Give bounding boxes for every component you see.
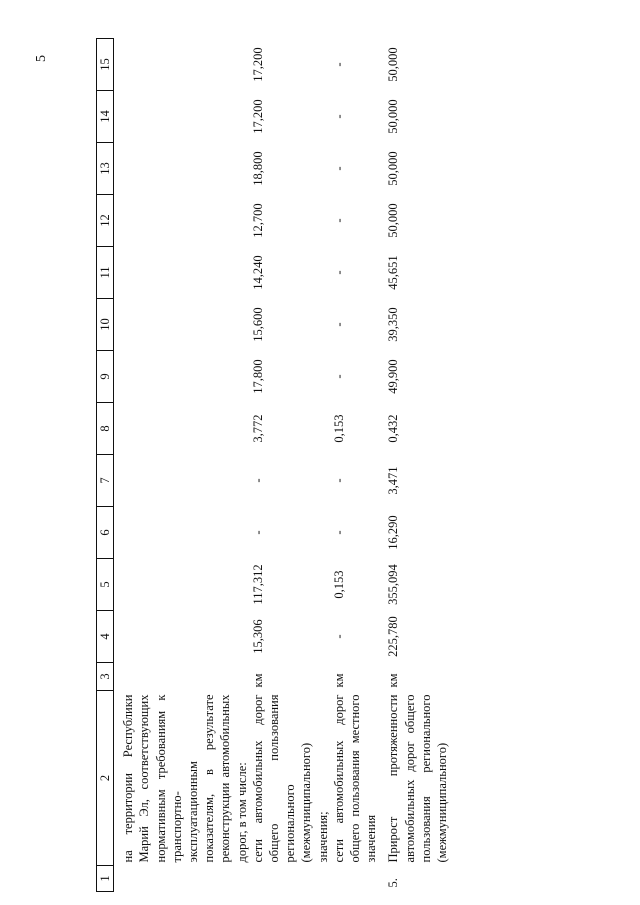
table-row bbox=[331, 39, 380, 892]
col-header-2: 2 bbox=[97, 691, 114, 866]
row-index bbox=[250, 866, 331, 892]
col-header-10: 10 bbox=[97, 299, 114, 351]
row-value bbox=[120, 39, 250, 91]
rotated-page bbox=[32, 12, 622, 892]
col-header-9: 9 bbox=[97, 351, 114, 403]
row-value: 14,240 bbox=[250, 255, 265, 290]
table-row bbox=[250, 39, 331, 892]
row-value bbox=[120, 143, 250, 195]
row-name: сети автомобильных дорог общего пользования местного значения bbox=[331, 694, 379, 863]
row-value: - bbox=[331, 322, 346, 327]
row-value: - bbox=[250, 530, 265, 535]
col-header-5: 5 bbox=[97, 559, 114, 611]
row-unit: км bbox=[250, 673, 265, 688]
row-value bbox=[120, 91, 250, 143]
row-unit bbox=[120, 663, 250, 691]
row-value: - bbox=[331, 374, 346, 379]
row-value: 3,471 bbox=[386, 466, 401, 495]
row-value: - bbox=[331, 634, 346, 639]
row-index bbox=[331, 866, 380, 892]
row-value: 3,772 bbox=[250, 414, 265, 443]
row-value: 50,000 bbox=[386, 203, 401, 238]
row-unit: км bbox=[386, 673, 401, 688]
table-row bbox=[385, 39, 450, 892]
row-value: 45,651 bbox=[386, 255, 401, 290]
row-value: - bbox=[331, 218, 346, 223]
row-value: 50,000 bbox=[386, 47, 401, 82]
col-header-8: 8 bbox=[97, 403, 114, 455]
row-value: 15,600 bbox=[250, 307, 265, 342]
col-header-12: 12 bbox=[97, 195, 114, 247]
row-unit: км bbox=[331, 673, 346, 688]
row-index: 5. bbox=[386, 878, 401, 888]
col-header-11: 11 bbox=[97, 247, 114, 299]
col-header-3: 3 bbox=[97, 663, 114, 691]
row-value bbox=[120, 455, 250, 507]
row-name: Прирост протяженности автомобильных дорог общего пользования регионального (межмуниципального) bbox=[386, 694, 450, 863]
row-value: 117,312 bbox=[250, 564, 265, 605]
col-header-14: 14 bbox=[97, 91, 114, 143]
row-value bbox=[120, 507, 250, 559]
col-header-7: 7 bbox=[97, 455, 114, 507]
row-value bbox=[120, 351, 250, 403]
row-name: сети автомобильных дорог общего пользования регионального (межмуниципального) значения; bbox=[250, 694, 330, 863]
row-value bbox=[120, 403, 250, 455]
row-value bbox=[120, 195, 250, 247]
row-value: 355,094 bbox=[386, 564, 401, 605]
row-value: 17,200 bbox=[250, 47, 265, 82]
row-value: - bbox=[331, 114, 346, 119]
row-value: 49,900 bbox=[386, 359, 401, 394]
row-value: 0,432 bbox=[386, 414, 401, 443]
row-value: 0,153 bbox=[331, 414, 346, 443]
row-value: - bbox=[331, 478, 346, 483]
row-value: 12,700 bbox=[250, 203, 265, 238]
row-value: 15,306 bbox=[250, 619, 265, 654]
row-value: - bbox=[331, 166, 346, 171]
col-header-6: 6 bbox=[97, 507, 114, 559]
col-header-4: 4 bbox=[97, 611, 114, 663]
col-header-1: 1 bbox=[97, 866, 114, 892]
row-value: 50,000 bbox=[386, 99, 401, 134]
row-value: - bbox=[331, 270, 346, 275]
row-value: 18,800 bbox=[250, 151, 265, 186]
row-index bbox=[120, 866, 250, 892]
row-value bbox=[120, 559, 250, 611]
col-header-13: 13 bbox=[97, 143, 114, 195]
table-row bbox=[120, 39, 250, 892]
row-value: 0,153 bbox=[331, 570, 346, 599]
row-value: - bbox=[250, 478, 265, 483]
page-number: 5 bbox=[34, 55, 49, 62]
row-value: - bbox=[331, 530, 346, 535]
row-value: 50,000 bbox=[386, 151, 401, 186]
col-header-15: 15 bbox=[97, 39, 114, 91]
indicators-table bbox=[96, 38, 450, 892]
row-value: 16,290 bbox=[386, 515, 401, 550]
row-value bbox=[120, 611, 250, 663]
row-value: 225,780 bbox=[386, 616, 401, 657]
row-value bbox=[120, 299, 250, 351]
row-name: на территории Республики Марий Эл, соответствующих нормативным требованиям к транспортно-эксплуатационным показателям, в результате реконструкции автомобильных дорог, в том числе: bbox=[121, 694, 249, 863]
row-value: 17,800 bbox=[250, 359, 265, 394]
header-row bbox=[97, 39, 114, 892]
row-value bbox=[120, 247, 250, 299]
row-value: 39,350 bbox=[386, 307, 401, 342]
row-value: 17,200 bbox=[250, 99, 265, 134]
row-value: - bbox=[331, 62, 346, 67]
